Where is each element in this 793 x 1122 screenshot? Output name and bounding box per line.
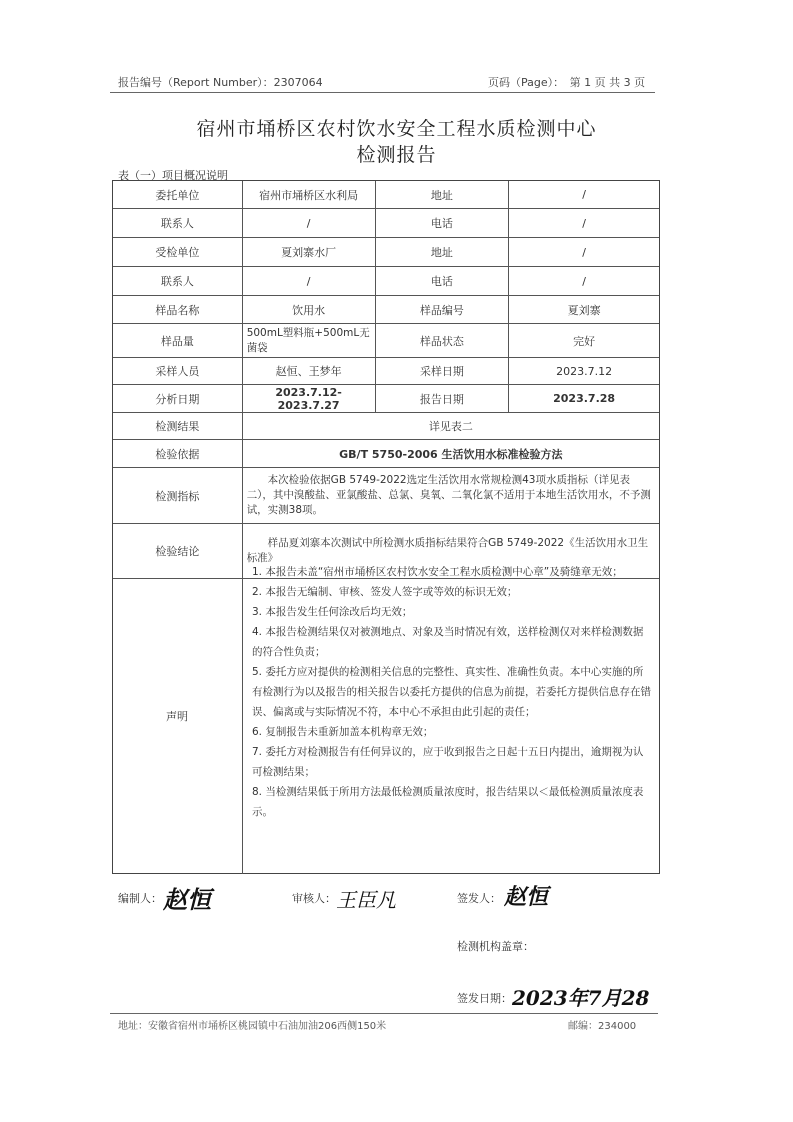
list-item: 6. 复制报告未重新加盖本机构章无效； — [252, 726, 434, 738]
list-item: 7. 委托方对检测报告有任何异议的，应于收到报告之日起十五日内提出，逾期视为认可检测结果； — [252, 746, 644, 778]
cell-label: 受检单位 — [113, 238, 243, 267]
cell-label: 采样人员 — [113, 358, 243, 385]
cell-value: 宿州市埇桥区水利局 — [242, 181, 375, 209]
cell-label: 委托单位 — [113, 181, 243, 209]
reviewer-label: 审核人： — [292, 892, 336, 905]
cell-label: 地址 — [375, 181, 509, 209]
cell-value: / — [242, 209, 375, 238]
cell-label: 分析日期 — [113, 385, 243, 413]
cell-value: 详见表二 — [242, 413, 659, 440]
seal-label: 检测机构盖章： — [457, 940, 534, 953]
cell-label: 检验依据 — [113, 440, 243, 468]
report-title-center: 宿州市埇桥区农村饮水安全工程水质检测中心 — [196, 118, 597, 140]
list-item: 2. 本报告无编制、审核、签发人签字或等效的标识无效； — [252, 586, 518, 598]
cell-value: / — [509, 238, 660, 267]
cell-value: / — [509, 209, 660, 238]
cell-label: 联系人 — [113, 267, 243, 296]
issue-date-signature: 2023年7月28 — [512, 986, 650, 1010]
report-title: 检测报告 — [356, 144, 437, 166]
cell-value: 夏刘寨水厂 — [242, 238, 375, 267]
cell-value: 2023.7.12 — [509, 358, 660, 385]
cell-value: / — [509, 267, 660, 296]
cell-value: 完好 — [509, 324, 660, 358]
cell-label: 检测结果 — [113, 413, 243, 440]
footer-divider — [110, 1013, 658, 1014]
cell-value: 本次检验依据GB 5749-2022选定生活饮用水常规检测43项水质指标（详见表二），其中溴酸盐、亚氯酸盐、总氯、臭氧、二氧化氯不适用于本地生活饮用水，不予测试，实测38项。 — [242, 468, 659, 524]
declaration-label: 声明 — [166, 710, 188, 723]
cell-value: 赵恒、王梦年 — [242, 358, 375, 385]
table-caption: 表（一）项目概况说明 — [118, 169, 228, 182]
report-number: 报告编号（Report Number）：2307064 — [118, 76, 323, 89]
cell-label: 样品名称 — [113, 296, 243, 324]
footer-postcode: 邮编：234000 — [568, 1021, 637, 1032]
cell-label: 联系人 — [113, 209, 243, 238]
cell-label: 采样日期 — [375, 358, 509, 385]
cell-label: 报告日期 — [375, 385, 509, 413]
cell-label: 样品编号 — [375, 296, 509, 324]
cell-label: 样品状态 — [375, 324, 509, 358]
cell-label: 电话 — [375, 267, 509, 296]
cell-label: 电话 — [375, 209, 509, 238]
issuer-label: 签发人： — [457, 892, 501, 905]
issue-date-label: 签发日期： — [457, 992, 512, 1005]
list-item: 3. 本报告发生任何涂改后均无效； — [252, 606, 413, 618]
header-divider — [110, 92, 655, 93]
list-item: 8. 当检测结果低于所用方法最低检测质量浓度时，报告结果以＜最低检测质量浓度表示。 — [252, 786, 644, 818]
cell-value: 2023.7.28 — [509, 385, 660, 413]
page-info: 页码（Page）： 第 1 页 共 3 页 — [488, 76, 646, 89]
cell-value: 500mL塑料瓶+500mL无菌袋 — [242, 324, 375, 358]
cell-label: 地址 — [375, 238, 509, 267]
cell-value: 2023.7.12-2023.7.27 — [242, 385, 375, 413]
cell-value: 夏刘寨 — [509, 296, 660, 324]
cell-value: 样品夏刘寨本次测试中所检测水质指标结果符合GB 5749-2022《生活饮用水卫生标准》 — [242, 524, 659, 579]
compiler-label: 编制人： — [118, 892, 162, 905]
cell-value: / — [509, 181, 660, 209]
cell-label: 检测指标 — [113, 468, 243, 524]
compiler-signature: 赵恒 — [163, 885, 211, 914]
cell-label: 检验结论 — [113, 524, 243, 579]
declaration-list — [242, 558, 658, 822]
list-item: 5. 委托方应对提供的检测相关信息的完整性、真实性、准确性负责。本中心实施的所有检测行为以及报告的相关报告以委托方提供的信息为前提，若委托方提供信息存在错误、偏离或与实际情况不符，本中心不承担由此引起的责任； — [252, 666, 651, 718]
cell-label: 样品量 — [113, 324, 243, 358]
cell-value: / — [242, 267, 375, 296]
reviewer-signature: 王臣凡 — [336, 888, 396, 912]
footer-address: 地址：安徽省宿州市埇桥区桃园镇中石油加油206西侧150米 — [118, 1021, 387, 1032]
cell-value: GB/T 5750-2006 生活饮用水标准检验方法 — [242, 440, 659, 468]
issuer-signature: 赵恒 — [504, 884, 549, 910]
list-item: 4. 本报告检测结果仅对被测地点、对象及当时情况有效，送样检测仅对来样检测数据的符合性负责； — [252, 626, 644, 658]
list-item: 1. 本报告未盖“宿州市埇桥区农村饮水安全工程水质检测中心章”及骑缝章无效； — [252, 566, 623, 578]
cell-value: 饮用水 — [242, 296, 375, 324]
